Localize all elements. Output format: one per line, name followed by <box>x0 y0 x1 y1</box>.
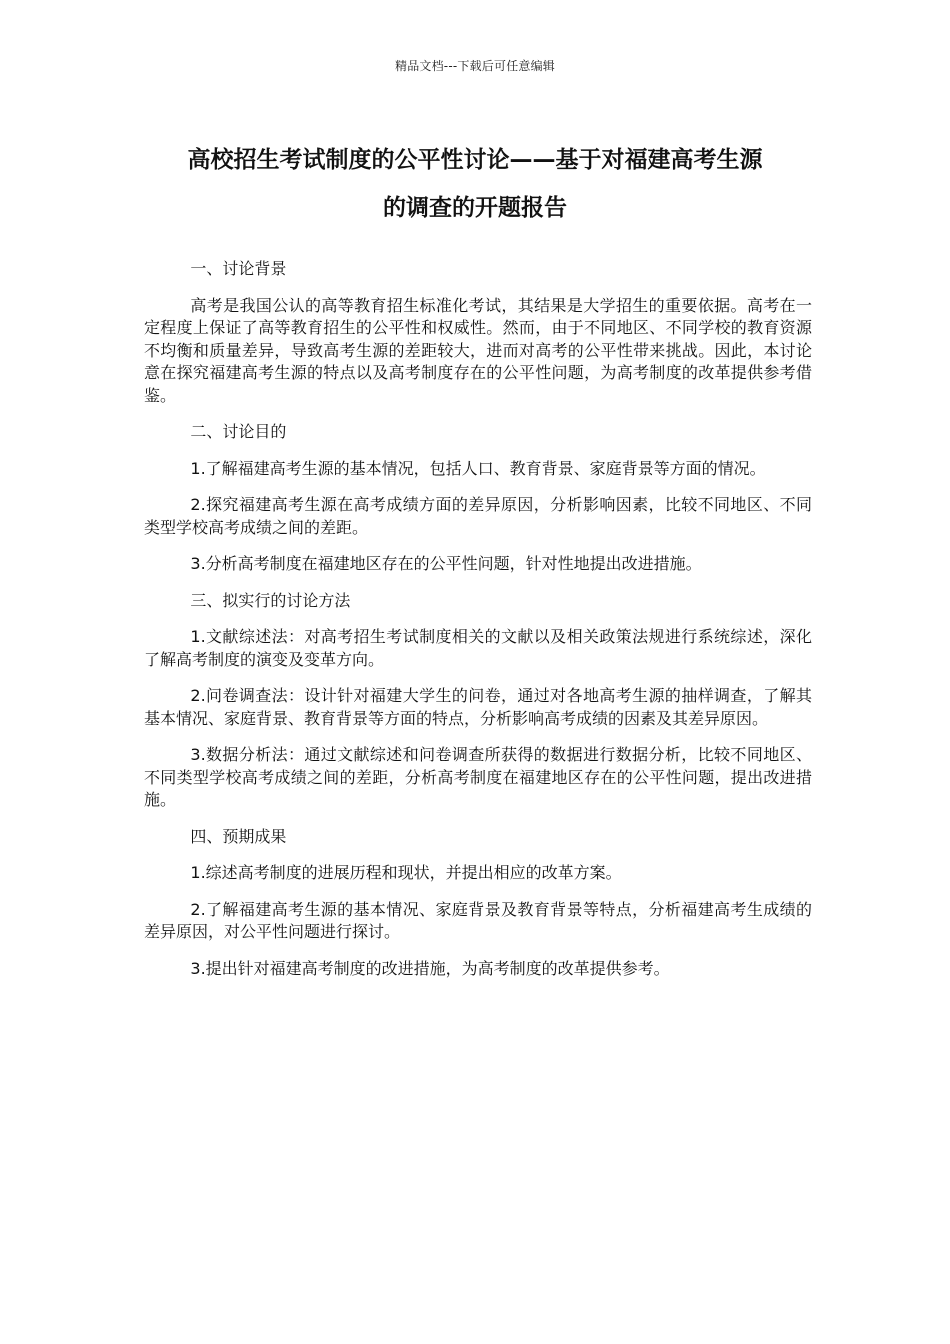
outcomes-item: 2.了解福建高考生源的基本情况、家庭背景及教育背景等特点，分析福建高考生成绩的差异原因，对公平性问题进行探讨。 <box>144 899 812 941</box>
outcomes-item: 1.综述高考制度的进展历程和现状，并提出相应的改革方案。 <box>190 863 622 882</box>
document-title <box>130 136 820 232</box>
title-line-1: 高校招生考试制度的公平性讨论——基于对福建高考生源 <box>187 147 763 173</box>
purpose-item: 3.分析高考制度在福建地区存在的公平性问题，针对性地提出改进措施。 <box>190 554 702 573</box>
background-paragraph: 高考是我国公认的高等教育招生标准化考试，其结果是大学招生的重要依据。高考在一定程度上保证了高等教育招生的公平性和权威性。然而，由于不同地区、不同学校的教育资源不均衡和质量差异，导致高考生源的差距较大，进而对高考的公平性带来挑战。因此，本讨论意在探究福建高考生源的特点以及高考制度存在的公平性问题，为高考制度的改革提供参考借鉴。 <box>144 295 812 405</box>
section-heading-background: 一、讨论背景 <box>190 259 287 278</box>
methods-item: 2.问卷调查法：设计针对福建大学生的问卷，通过对各地高考生源的抽样调查，了解其基本情况、家庭背景、教育背景等方面的特点，分析影响高考成绩的因素及其差异原因。 <box>144 686 812 728</box>
header-note: 精品文档---下载后可任意编辑 <box>395 59 555 73</box>
section-heading-methods: 三、拟实行的讨论方法 <box>190 590 351 610</box>
title-line-2: 的调查的开题报告 <box>383 195 567 221</box>
section-heading-purpose: 二、讨论目的 <box>190 422 287 441</box>
outcomes-item: 3.提出针对福建高考制度的改进措施，为高考制度的改革提供参考。 <box>190 958 670 978</box>
methods-item: 3.数据分析法：通过文献综述和问卷调查所获得的数据进行数据分析，比较不同地区、不同类型学校高考成绩之间的差距，分析高考制度在福建地区存在的公平性问题，提出改进措施。 <box>144 745 812 809</box>
section-heading-outcomes: 四、预期成果 <box>190 826 287 846</box>
purpose-item: 2.探究福建高考生源在高考成绩方面的差异原因，分析影响因素，比较不同地区、不同类型学校高考成绩之间的差距。 <box>144 495 812 537</box>
methods-item: 1.文献综述法：对高考招生考试制度相关的文献以及相关政策法规进行系统综述，深化了解高考制度的演变及变革方向。 <box>144 627 812 669</box>
document-body <box>144 258 812 994</box>
purpose-item: 1.了解福建高考生源的基本情况，包括人口、教育背景、家庭背景等方面的情况。 <box>190 458 766 478</box>
